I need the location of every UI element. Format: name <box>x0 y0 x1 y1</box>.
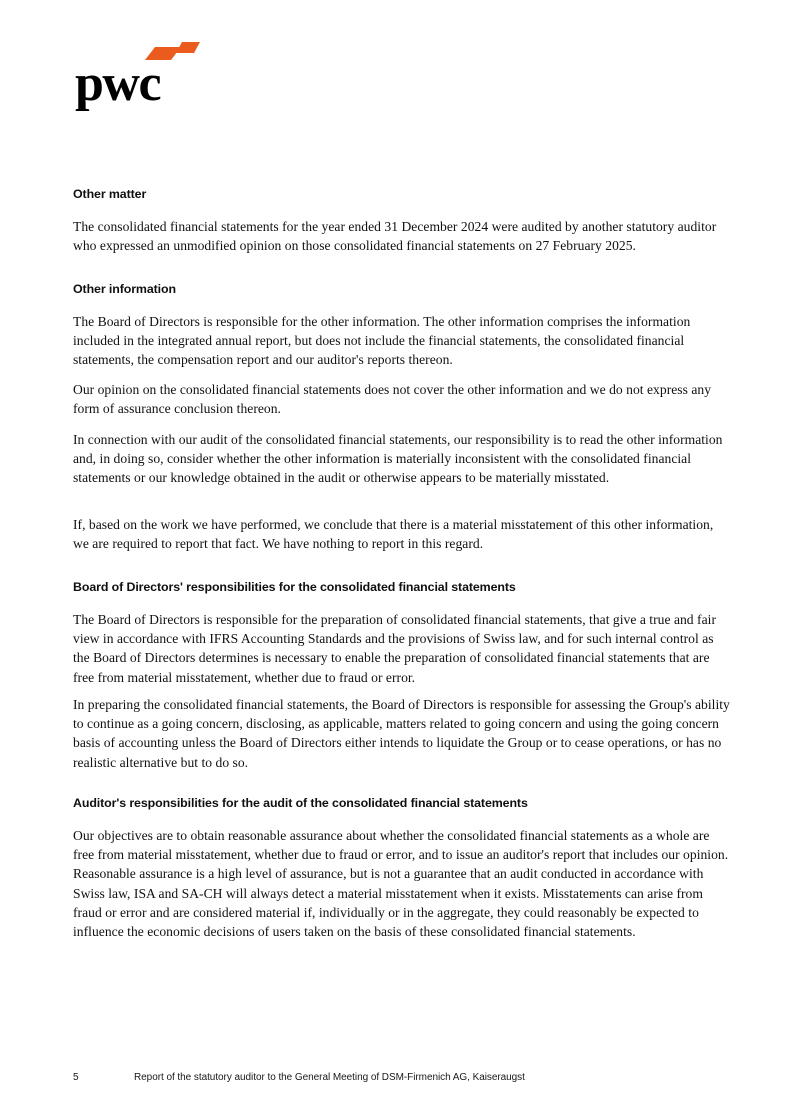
footer-caption: Report of the statutory auditor to the General Meeting of DSM-Firmenich AG, Kaiseraugst <box>134 1072 525 1083</box>
paragraph-other-information-3 <box>73 430 730 488</box>
body-paragraph: The Board of Directors is responsible for the preparation of consolidated financial statements, that give a true and fair view in accordance with IFRS Accounting Standards and the provisions of Swiss law, and for such internal control as the Board of Directors determines is necessary to enable the preparation of consolidated financial statements that are free from material misstatement, whether due to fraud or error. <box>73 612 716 685</box>
heading-board-responsibilities: Board of Directors' responsibilities for the consolidated financial statements <box>73 580 516 594</box>
pwc-logo <box>75 38 200 112</box>
body-paragraph: Our objectives are to obtain reasonable assurance about whether the consolidated financial statements as a whole are free from material misstatement, whether due to fraud or error, and to issue an auditor's report that includes our opinion. Reasonable assurance is a high level of assurance, but is not a guarantee that an audit conducted in accordance with Swiss law, ISA and SA-CH will always detect a material misstatement when it exists. Misstatements can arise from fraud or error and are considered material if, individually or in the aggregate, they could reasonably be expected to influence the economic decisions of users taken on the basis of these consolidated financial statements. <box>73 828 729 940</box>
body-paragraph: In connection with our audit of the consolidated financial statements, our responsibility is to read the other information and, in doing so, consider whether the other information is materially inconsistent with the consolidated financial statements or our knowledge obtained in the audit or otherwise appears to be materially misstated. <box>73 432 723 486</box>
pwc-wordmark: pwc <box>75 55 161 112</box>
section-other-information <box>73 281 730 298</box>
section-board-responsibilities <box>73 579 730 596</box>
paragraph-other-information-1 <box>73 312 730 370</box>
paragraph-other-information-4 <box>73 515 730 553</box>
page-footer <box>0 1072 790 1092</box>
paragraph-board-responsibilities-2 <box>73 695 730 772</box>
paragraph-board-responsibilities-1 <box>73 610 730 687</box>
paragraph-auditor-responsibilities-1 <box>73 826 730 941</box>
body-paragraph: The Board of Directors is responsible for the other information. The other information comprises the information included in the integrated annual report, but does not include the financial statements, the consolidated financial statements, the compensation report and our auditor's reports thereon. <box>73 314 691 368</box>
heading-other-matter: Other matter <box>73 187 147 201</box>
heading-other-information: Other information <box>73 282 176 296</box>
body-paragraph: The consolidated financial statements for the year ended 31 December 2024 were audited by another statutory auditor who expressed an unmodified opinion on those consolidated financial statements on 27 February 2025. <box>73 219 717 254</box>
body-paragraph: In preparing the consolidated financial statements, the Board of Directors is responsible for assessing the Group's ability to continue as a going concern, disclosing, as applicable, matters related to going concern and using the going concern basis of accounting unless the Board of Directors either intends to liquidate the Group or to cease operations, or has no realistic alternative but to do so. <box>73 697 730 770</box>
paragraph-other-matter-1 <box>73 217 730 255</box>
body-paragraph: If, based on the work we have performed, we conclude that there is a material misstatement of this other information, we are required to report that fact. We have nothing to report in this regard. <box>73 517 714 552</box>
section-other-matter <box>73 186 730 203</box>
body-paragraph: Our opinion on the consolidated financial statements does not cover the other information and we do not express any form of assurance conclusion thereon. <box>73 382 712 417</box>
footer-page-number: 5 <box>73 1072 79 1083</box>
paragraph-other-information-2 <box>73 380 730 418</box>
section-auditor-responsibilities <box>73 795 730 812</box>
heading-auditor-responsibilities: Auditor's responsibilities for the audit of the consolidated financial statements <box>73 796 528 810</box>
